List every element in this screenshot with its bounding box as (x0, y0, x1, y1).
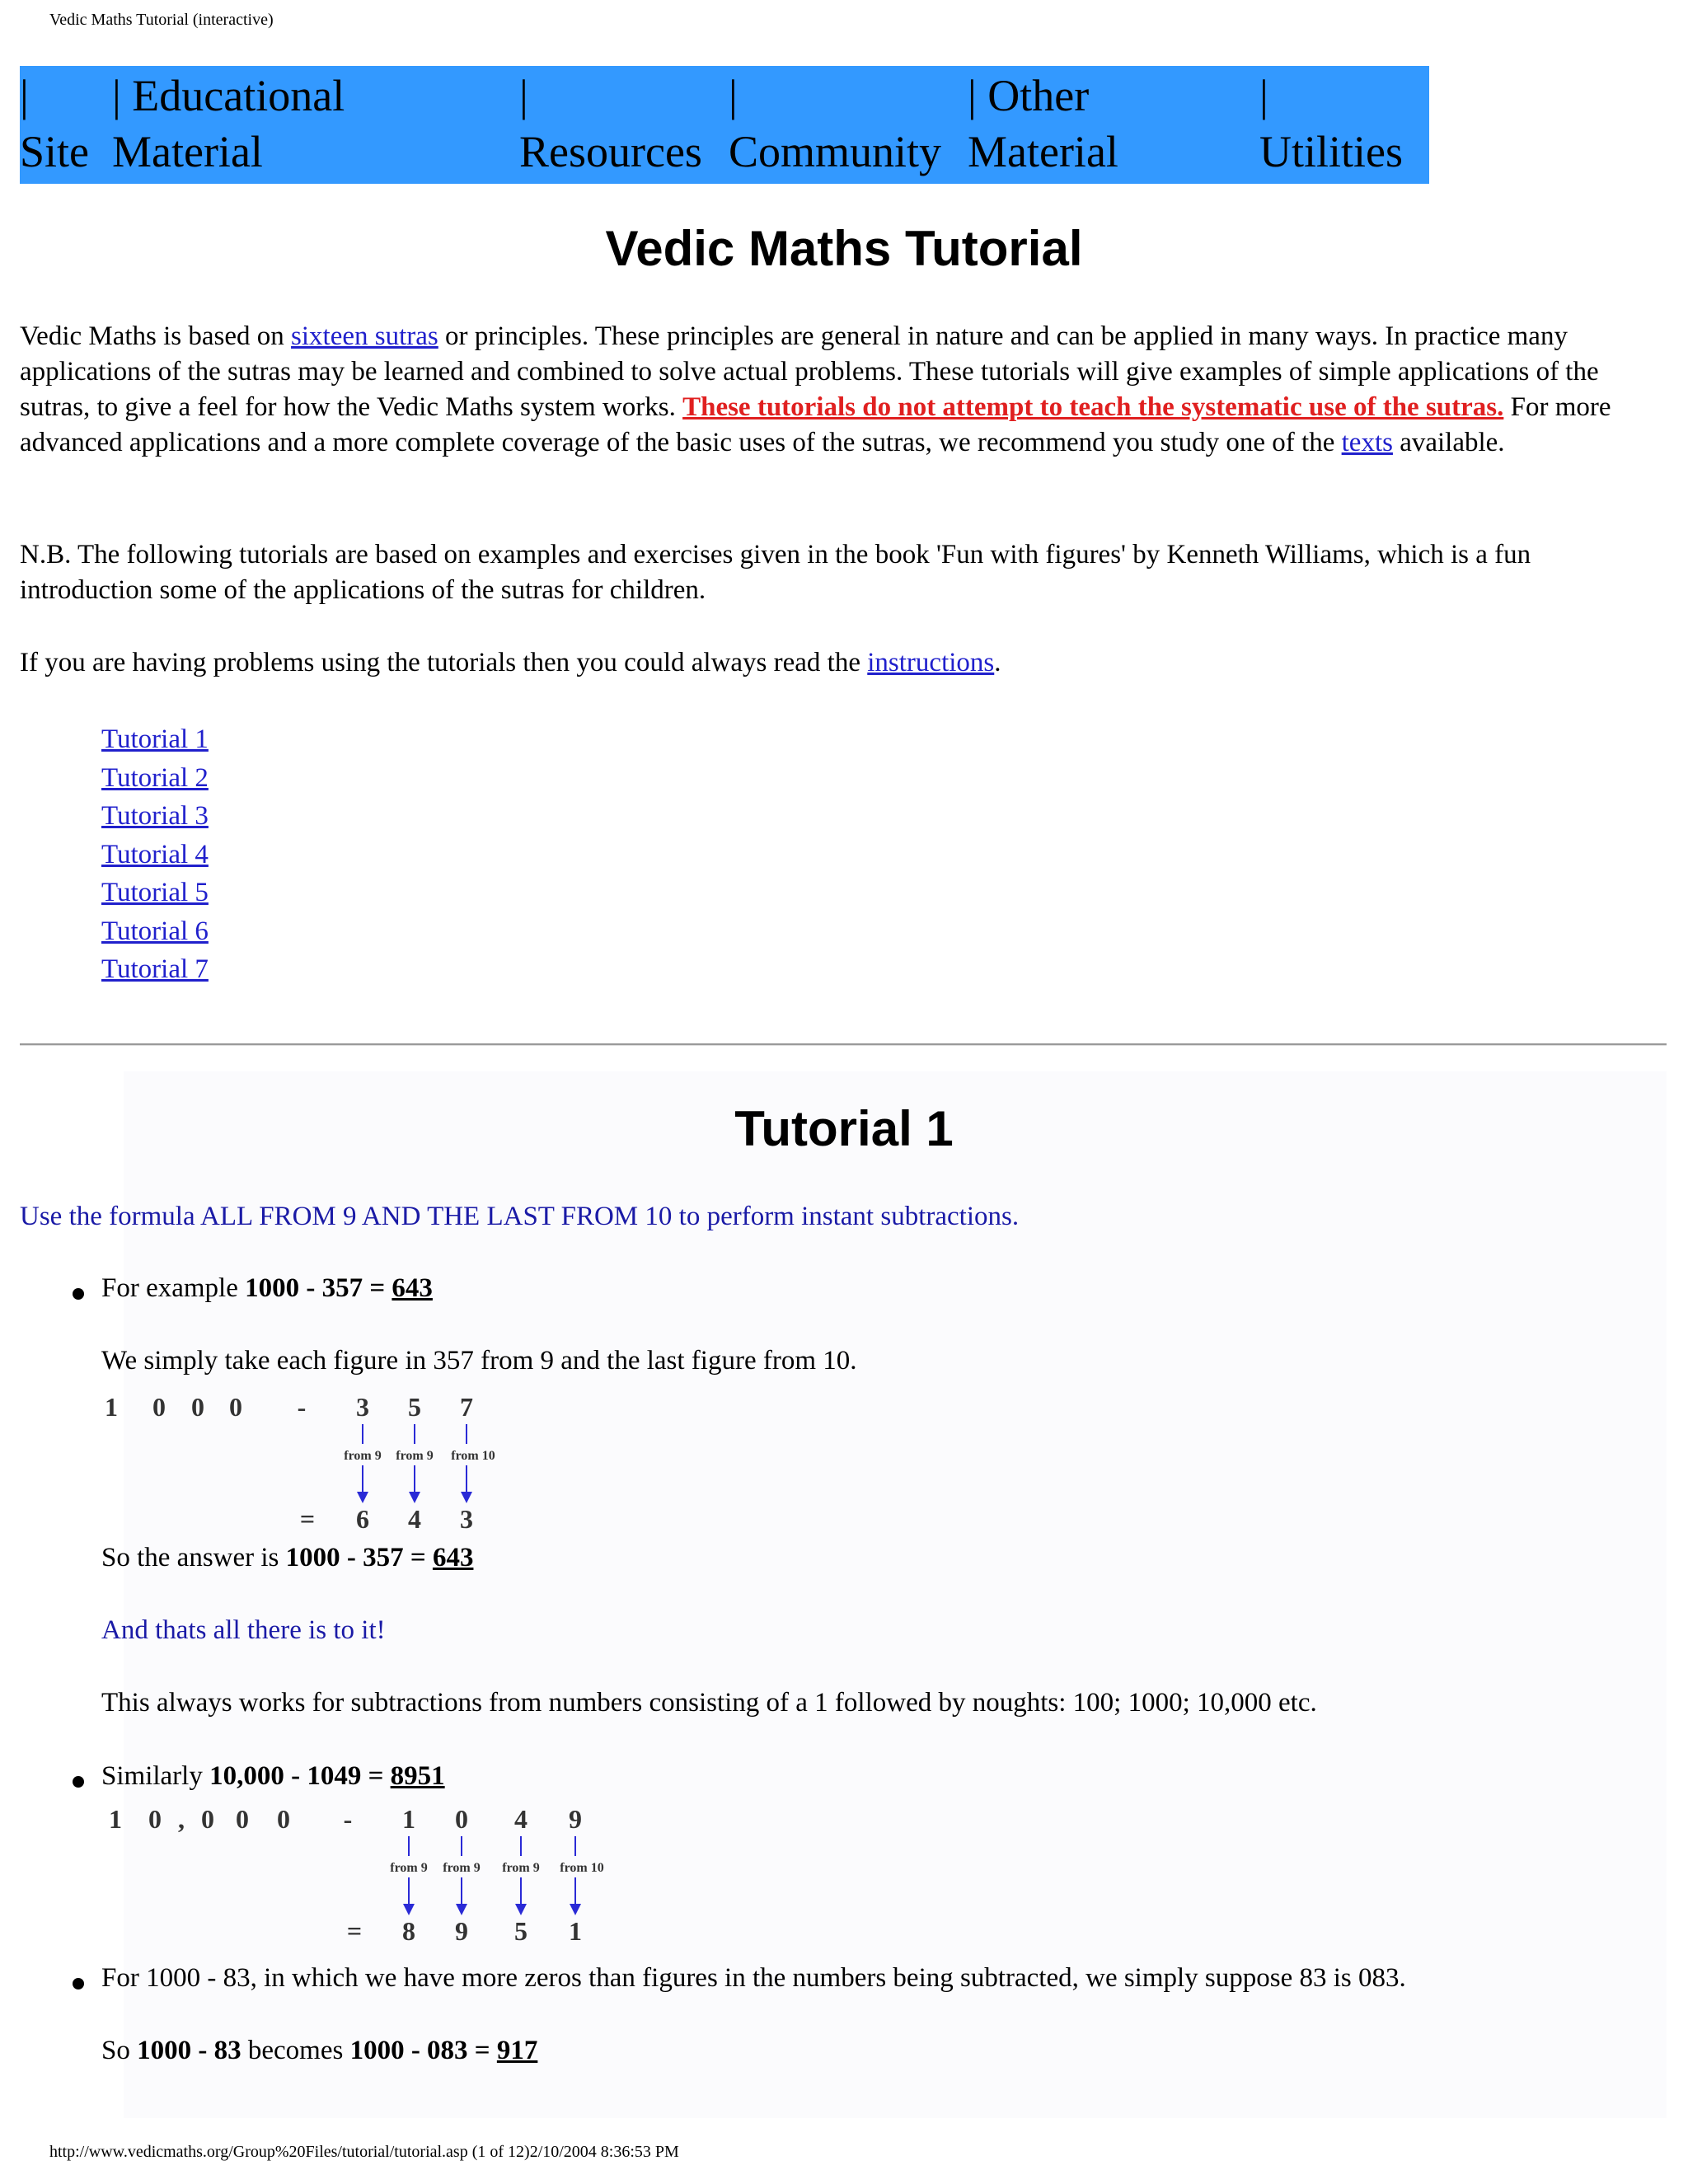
answer-value: 643 (432, 1543, 474, 1572)
diagram-digit: 0 (148, 1804, 162, 1834)
answer-value: 917 (496, 2036, 538, 2065)
padded-expression: 1000 - 083 = (349, 2036, 497, 2065)
nb-paragraph: N.B. The following tutorials are based on examples and exercises given in the book 'Fun with figures' by Kenneth Williams, which is a fun introduction some of the applications of the sutras for children. (20, 540, 1531, 605)
nav-item-label: Utilities (1259, 127, 1403, 176)
tutorial-1-link[interactable]: Tutorial 1 (101, 724, 209, 754)
example-answer: 643 (392, 1273, 433, 1303)
diagram-result-digit: 3 (460, 1504, 473, 1534)
diagram-label: from 9 (396, 1449, 434, 1463)
tutorial-4-link[interactable]: Tutorial 4 (101, 839, 209, 869)
diagram-digit: 4 (514, 1804, 528, 1834)
arrow-down-icon (357, 1492, 368, 1503)
sixteen-sutras-link[interactable]: sixteen sutras (291, 321, 438, 351)
example-lead: For example (101, 1273, 246, 1303)
diagram-label: from 9 (502, 1861, 540, 1875)
diagram-digit: 0 (229, 1392, 242, 1422)
nav-item-top: | (1259, 71, 1268, 120)
nav-item-label: Material (112, 127, 263, 176)
answer-lead: So the answer is (101, 1543, 286, 1572)
instructions-link[interactable]: instructions (867, 648, 995, 677)
diagram-label: from 9 (390, 1861, 428, 1875)
nav-item-resources[interactable] (519, 68, 702, 180)
list-item (101, 759, 209, 798)
diagram-result-digit: 8 (402, 1916, 415, 1946)
list-item (101, 836, 209, 874)
becomes-text: becomes (241, 2036, 350, 2065)
nav-item-label: Site (20, 127, 90, 176)
print-header: Vedic Maths Tutorial (interactive) (49, 11, 274, 29)
diagram-label: from 9 (443, 1861, 481, 1875)
answer-line (101, 1540, 1688, 1576)
diagram-minus: - (343, 1804, 353, 1834)
bullet-icon (73, 1288, 84, 1300)
subtraction-diagram-2 (104, 1800, 615, 1947)
intro-text: For more advanced applications and a more complete coverage of the basic uses of the sutras, we recommend you study one of the (20, 392, 1611, 457)
diagram-equals: = (299, 1504, 316, 1534)
example-3-answer-line (101, 2033, 1688, 2069)
tutorial-3-link[interactable]: Tutorial 3 (101, 801, 209, 831)
diagram-result-digit: 9 (455, 1916, 468, 1946)
arrow-down-icon (403, 1904, 415, 1915)
diagram-result-digit: 4 (408, 1504, 421, 1534)
nav-item-other-material[interactable] (968, 68, 1118, 180)
intro-paragraph (20, 319, 1664, 461)
diagram-digit: 7 (460, 1392, 473, 1422)
diagram-digit: 0 (277, 1804, 290, 1834)
list-item (101, 797, 209, 836)
page-title: Vedic Maths Tutorial (605, 221, 1083, 276)
tutorial-link-list (101, 720, 209, 989)
arrow-down-icon (461, 1492, 472, 1503)
nav-item-community[interactable] (729, 68, 941, 180)
texts-link[interactable]: texts (1341, 428, 1393, 457)
intro-text: available. (1392, 428, 1505, 457)
bullet-icon (73, 1776, 84, 1788)
formula-text: Use the formula ALL FROM 9 AND THE LAST FROM 10 to perform instant subtractions. (20, 1202, 1020, 1231)
print-footer: http://www.vedicmaths.org/Group%20Files/tutorial/tutorial.asp (1 of 12)2/10/2004 8:36:53 PM (49, 2143, 679, 2161)
nav-item-label: Resources (519, 127, 702, 176)
diagram-result-digit: 6 (356, 1504, 369, 1534)
diagram-digit: 1 (109, 1804, 122, 1834)
arrow-down-icon (570, 1904, 581, 1915)
top-navigation-bar (20, 66, 1429, 184)
instructions-text: . (994, 648, 1001, 677)
nav-item-top: | Other (968, 71, 1090, 120)
list-item (101, 950, 209, 989)
list-item (101, 912, 209, 951)
diagram-label: from 9 (344, 1449, 382, 1463)
list-item (101, 874, 209, 912)
nav-item-label: Material (968, 127, 1118, 176)
diagram-result-digit: 5 (514, 1916, 528, 1946)
nav-item-label: Community (729, 127, 942, 176)
diagram-digit: 0 (152, 1392, 166, 1422)
subtraction-diagram-1 (99, 1388, 528, 1535)
tutorial-1-title: Tutorial 1 (734, 1101, 954, 1156)
tutorial-2-link[interactable]: Tutorial 2 (101, 762, 209, 793)
diagram-digit: 0 (455, 1804, 468, 1834)
instructions-text: If you are having problems using the tutorials then you could always read the (20, 648, 868, 677)
list-item (101, 720, 209, 759)
answer-expression: 1000 - 357 = (285, 1543, 433, 1572)
tutorial-6-link[interactable]: Tutorial 6 (101, 916, 209, 946)
nav-item-top: | Educational (112, 71, 345, 120)
arrow-down-icon (456, 1904, 467, 1915)
always-works-text: This always works for subtractions from numbers consisting of a 1 followed by noughts: 100; 1000; 10,000 etc. (101, 1688, 1317, 1718)
nav-item-top: | (20, 71, 29, 120)
thats-all-text: And thats all there is to it! (101, 1615, 386, 1645)
intro-text: or principles. These principles are general in nature and can be applied in many ways. In practice many applications of the sutras may be learned and combined to solve actual problems. These tutorials will give examples of simple applications of the sutras, to give a feel for how the Vedic Maths system works. (20, 321, 1599, 422)
example-1-line (101, 1271, 1688, 1306)
answer-lead: So (101, 2036, 138, 2065)
example-1-explanation: We simply take each figure in 357 from 9 and the last figure from 10. (101, 1346, 857, 1376)
tutorial-5-link[interactable]: Tutorial 5 (101, 878, 209, 907)
diagram-label: from 10 (451, 1449, 495, 1463)
section-divider (20, 1043, 1667, 1046)
arrow-down-icon (515, 1904, 527, 1915)
diagram-digit: 0 (191, 1392, 204, 1422)
nav-item-utilities[interactable] (1259, 68, 1403, 180)
diagram-equals: = (346, 1916, 363, 1946)
arrow-down-icon (409, 1492, 420, 1503)
nav-item-top: | (729, 71, 738, 120)
original-expression: 1000 - 83 (137, 2036, 241, 2065)
diagram-result-digit: 1 (569, 1916, 582, 1946)
diagram-digit: 3 (356, 1392, 369, 1422)
example-answer: 8951 (390, 1761, 445, 1791)
diagram-digit: 5 (408, 1392, 421, 1422)
nav-item-site[interactable] (20, 68, 89, 180)
example-lead: Similarly (101, 1761, 210, 1791)
diagram-digit: 0 (236, 1804, 249, 1834)
nav-item-educational-material[interactable] (112, 68, 345, 180)
warning-text: These tutorials do not attempt to teach the systematic use of the sutras. (682, 392, 1504, 422)
nav-item-top: | (519, 71, 528, 120)
tutorial-7-link[interactable]: Tutorial 7 (101, 954, 209, 984)
example-3-text: For 1000 - 83, in which we have more zeros than figures in the numbers being subtracted, we simply suppose 83 is 083. (101, 1963, 1406, 1993)
example-expression: 10,000 - 1049 = (209, 1761, 391, 1791)
diagram-digit: 1 (105, 1392, 118, 1422)
instructions-paragraph (20, 645, 1664, 681)
bullet-icon (73, 1978, 84, 1990)
diagram-digit: 0 (201, 1804, 214, 1834)
diagram-digit: , (178, 1804, 185, 1834)
diagram-label: from 10 (560, 1861, 604, 1875)
example-2-line (101, 1759, 1688, 1794)
diagram-digit: 9 (569, 1804, 582, 1834)
diagram-minus: - (297, 1392, 307, 1422)
example-expression: 1000 - 357 = (245, 1273, 392, 1303)
intro-text: Vedic Maths is based on (20, 321, 292, 351)
diagram-digit: 1 (402, 1804, 415, 1834)
